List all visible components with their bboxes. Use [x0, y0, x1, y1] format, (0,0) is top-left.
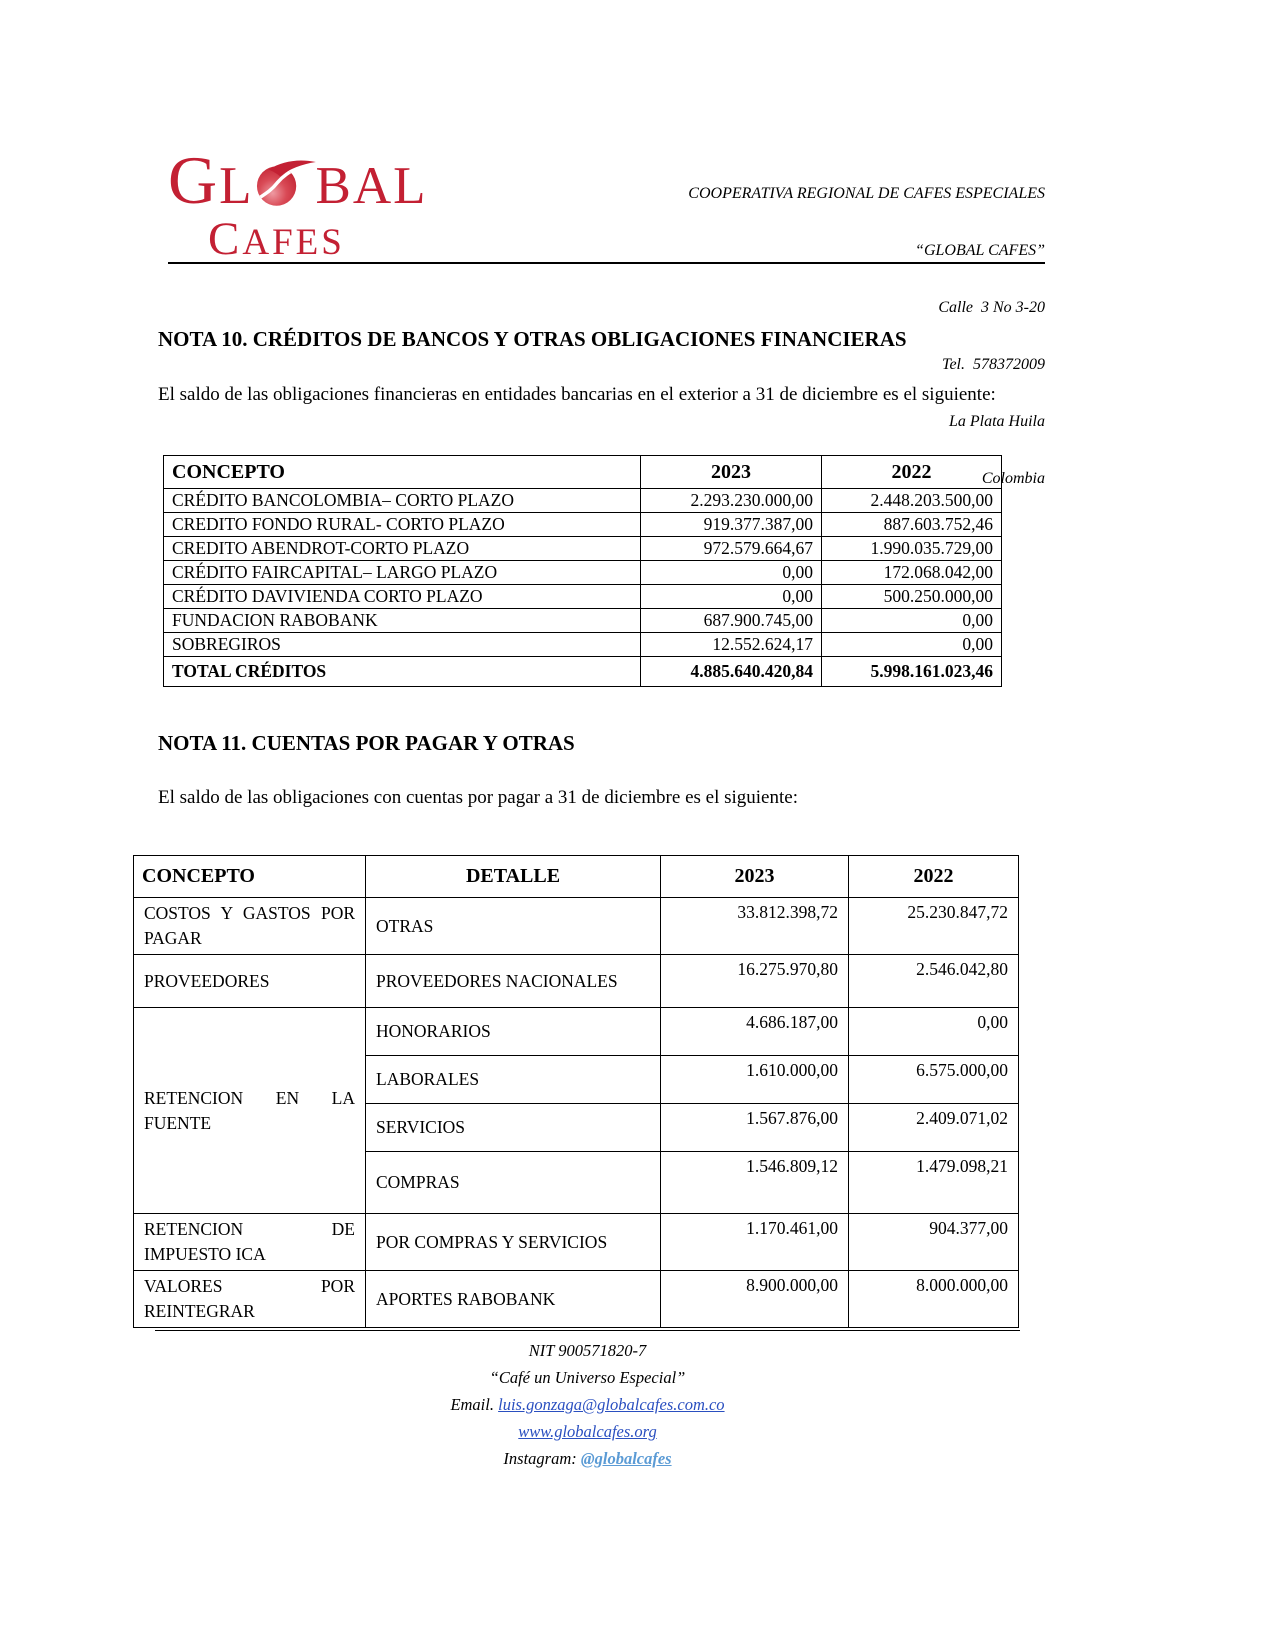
logo-letter-l: L: [219, 157, 254, 215]
payable-2023-value: 1.567.876,00: [661, 1104, 849, 1152]
payables-header-detalle: DETALLE: [366, 856, 661, 898]
table-row: [164, 609, 1002, 633]
payable-2022-value: 2.409.071,02: [849, 1104, 1019, 1152]
table-row: [134, 898, 1019, 955]
table-row: [164, 537, 1002, 561]
company-brand-line: “GLOBAL CAFES”: [915, 242, 1045, 259]
payable-2022-value: 25.230.847,72: [849, 898, 1019, 955]
table-row: [164, 585, 1002, 609]
logo-letters-afes: AFES: [242, 222, 345, 263]
credits-header-2022: 2022: [822, 456, 1002, 489]
credit-2023-value: 0,00: [641, 561, 822, 585]
credit-2022-value: 2.448.203.500,00: [822, 489, 1002, 513]
credit-2022-value: 887.603.752,46: [822, 513, 1002, 537]
table-row: [134, 1271, 1019, 1328]
credits-table-header-row: [164, 456, 1002, 489]
footer-slogan: “Café un Universo Especial”: [489, 1368, 686, 1387]
payable-concept: RETENCION DE IMPUESTO ICA: [134, 1214, 366, 1271]
credit-concept: FUNDACION RABOBANK: [164, 609, 641, 633]
payable-2022-value: 904.377,00: [849, 1214, 1019, 1271]
coffee-bean-icon: [251, 159, 317, 207]
payable-2022-value: 8.000.000,00: [849, 1271, 1019, 1328]
credit-2023-value: 0,00: [641, 585, 822, 609]
credit-2022-value: 500.250.000,00: [822, 585, 1002, 609]
company-city-line: La Plata Huila: [948, 413, 1045, 430]
footer-email-link[interactable]: luis.gonzaga@globalcafes.com.co: [498, 1395, 725, 1414]
table-row: [164, 561, 1002, 585]
footer-divider-line: [155, 1330, 1020, 1331]
payable-2023-value: 16.275.970,80: [661, 955, 849, 1008]
payable-2023-value: 33.812.398,72: [661, 898, 849, 955]
payable-2022-value: 2.546.042,80: [849, 955, 1019, 1008]
payable-2023-value: 1.170.461,00: [661, 1214, 849, 1271]
credit-concept: CREDITO FONDO RURAL- CORTO PLAZO: [164, 513, 641, 537]
credit-2022-value: 0,00: [822, 633, 1002, 657]
payable-2023-value: 4.686.187,00: [661, 1008, 849, 1056]
payable-concept: RETENCION EN LA FUENTE: [134, 1008, 366, 1214]
payables-table-header-row: [134, 856, 1019, 898]
credits-total-2022: 5.998.161.023,46: [822, 657, 1002, 687]
payable-2023-value: 8.900.000,00: [661, 1271, 849, 1328]
table-row: [134, 1008, 1019, 1056]
payable-2023-value: 1.546.809,12: [661, 1152, 849, 1214]
logo-word-cafes: [208, 213, 427, 265]
payable-2023-value: 1.610.000,00: [661, 1056, 849, 1104]
company-phone-line: Tel. 578372009: [942, 356, 1045, 373]
credit-2023-value: 919.377.387,00: [641, 513, 822, 537]
payable-concept: PROVEEDORES: [134, 955, 366, 1008]
note11-title: NOTA 11. CUENTAS POR PAGAR Y OTRAS: [158, 731, 575, 755]
credit-2023-value: 12.552.624,17: [641, 633, 822, 657]
payable-2022-value: 1.479.098,21: [849, 1152, 1019, 1214]
credit-concept: CRÉDITO BANCOLOMBIA– CORTO PLAZO: [164, 489, 641, 513]
payable-detail: POR COMPRAS Y SERVICIOS: [366, 1214, 661, 1271]
credits-header-concepto: CONCEPTO: [164, 456, 641, 489]
footer-email-label: Email.: [450, 1395, 499, 1414]
footer-website-link[interactable]: www.globalcafes.org: [518, 1422, 657, 1441]
footer-instagram-label: Instagram:: [503, 1449, 581, 1468]
note11-intro: El saldo de las obligaciones con cuentas por pagar a 31 de diciembre es el siguiente:: [158, 787, 798, 808]
payable-concept: COSTOS Y GASTOS POR PAGAR: [134, 898, 366, 955]
credit-2023-value: 687.900.745,00: [641, 609, 822, 633]
credit-2022-value: 172.068.042,00: [822, 561, 1002, 585]
header-divider-line: [168, 262, 1045, 264]
payable-2022-value: 6.575.000,00: [849, 1056, 1019, 1104]
credits-table: [163, 455, 1002, 687]
footer-nit: NIT 900571820-7: [528, 1341, 647, 1360]
global-cafes-logo: [168, 142, 428, 265]
footer-email-line: [155, 1391, 1020, 1418]
table-row: [164, 633, 1002, 657]
credits-total-2023: 4.885.640.420,84: [641, 657, 822, 687]
payable-detail: APORTES RABOBANK: [366, 1271, 661, 1328]
credit-2022-value: 0,00: [822, 609, 1002, 633]
payable-detail: COMPRAS: [366, 1152, 661, 1214]
table-row: [134, 1214, 1019, 1271]
payable-detail: SERVICIOS: [366, 1104, 661, 1152]
credits-header-2023: 2023: [641, 456, 822, 489]
logo-letters-bal: BAL: [315, 157, 428, 215]
page-footer: [155, 1330, 1020, 1472]
note10-title: NOTA 10. CRÉDITOS DE BANCOS Y OTRAS OBLIGACIONES FINANCIERAS: [158, 327, 907, 351]
credit-concept: CREDITO ABENDROT-CORTO PLAZO: [164, 537, 641, 561]
table-row: [134, 955, 1019, 1008]
payables-header-2023: 2023: [661, 856, 849, 898]
logo-word-global: [168, 142, 428, 218]
payable-concept: VALORES POR REINTEGRAR: [134, 1271, 366, 1328]
payable-detail: PROVEEDORES NACIONALES: [366, 955, 661, 1008]
credit-2023-value: 2.293.230.000,00: [641, 489, 822, 513]
table-row: [164, 513, 1002, 537]
payables-header-concepto: CONCEPTO: [134, 856, 366, 898]
credit-concept: CRÉDITO DAVIVIENDA CORTO PLAZO: [164, 585, 641, 609]
payable-detail: LABORALES: [366, 1056, 661, 1104]
company-country-line: Colombia: [981, 470, 1045, 487]
footer-instagram-line: [155, 1445, 1020, 1472]
footer-website-line: [155, 1418, 1020, 1445]
company-name-line: COOPERATIVA REGIONAL DE CAFES ESPECIALES: [688, 185, 1045, 202]
payables-table: [133, 855, 1019, 1328]
credit-2022-value: 1.990.035.729,00: [822, 537, 1002, 561]
credit-concept: CRÉDITO FAIRCAPITAL– LARGO PLAZO: [164, 561, 641, 585]
payable-detail: HONORARIOS: [366, 1008, 661, 1056]
logo-letter-c: C: [208, 213, 243, 265]
payable-2022-value: 0,00: [849, 1008, 1019, 1056]
note10-intro: El saldo de las obligaciones financieras en entidades bancarias en el exterior a 31 de diciembre es el siguiente:: [158, 384, 996, 405]
payables-header-2022: 2022: [849, 856, 1019, 898]
company-street-line: Calle 3 No 3-20: [938, 299, 1045, 316]
logo-letter-g: G: [168, 142, 220, 218]
credit-2023-value: 972.579.664,67: [641, 537, 822, 561]
payable-detail: OTRAS: [366, 898, 661, 955]
table-row: [164, 489, 1002, 513]
footer-instagram-link[interactable]: @globalcafes: [580, 1449, 672, 1468]
credits-total-label: TOTAL CRÉDITOS: [164, 657, 641, 687]
credit-concept: SOBREGIROS: [164, 633, 641, 657]
credits-total-row: [164, 657, 1002, 687]
